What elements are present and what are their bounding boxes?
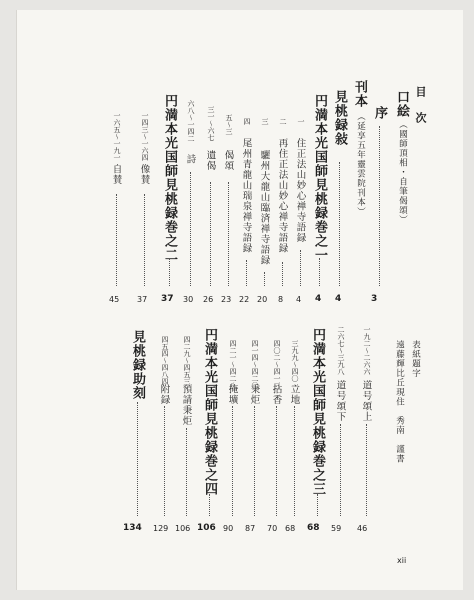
dot-leader xyxy=(144,194,145,286)
entry-number: 一六五〜一九一 xyxy=(113,112,121,161)
dot-leader xyxy=(210,182,211,286)
page-number: 26 xyxy=(203,295,214,304)
dot-leader xyxy=(190,172,191,286)
page-number: 23 xyxy=(221,295,232,304)
page-number: 106 xyxy=(197,523,216,533)
entry-number: 四五四〜四八四 xyxy=(161,336,169,385)
toc-entry-f2: 道号頌下 xyxy=(334,380,346,422)
toc-entry-e6: 遺偈 xyxy=(204,150,216,171)
entry-number: 四 xyxy=(243,118,251,125)
dot-leader xyxy=(319,258,320,286)
page-number: 87 xyxy=(245,524,256,533)
entry-number: 四二一〜四二八 xyxy=(229,340,237,389)
dot-leader xyxy=(317,494,318,516)
page-folio: xii xyxy=(397,556,407,565)
dot-leader xyxy=(116,194,117,286)
page-number: 68 xyxy=(285,524,296,533)
dot-leader xyxy=(276,406,277,516)
entry-number: 四一四〜四二〇 xyxy=(251,340,259,389)
cover-title-credit: 遠藤輝比丘現住 秀南 謹書 xyxy=(394,340,405,464)
entry-number: 一 xyxy=(297,118,305,125)
entry-number: 三 xyxy=(261,118,269,125)
entry-number: 四二九〜四五三 xyxy=(183,336,191,385)
page-number: 3 xyxy=(371,294,378,304)
toc-entry-f3: 立地 xyxy=(288,384,300,405)
page-number: 8 xyxy=(278,295,284,304)
toc-entry-e1: 住正法山妙心禅寺語録 xyxy=(294,138,306,243)
entry-number: 六八〜一四二 xyxy=(187,100,195,142)
dot-leader xyxy=(228,182,229,286)
page-number: 90 xyxy=(223,524,234,533)
dot-leader xyxy=(340,424,341,516)
page-number: 106 xyxy=(175,524,191,533)
toc-entry-kentouroku-jo: 見桃録敍 xyxy=(332,90,347,146)
toc-entry-e2: 再住正法山妙心禅寺語録 xyxy=(276,138,288,254)
toc-entry-e7: 詩 xyxy=(184,154,196,165)
dot-leader xyxy=(282,262,283,286)
toc-entry-kanpon-sub: （延享五年靈雲院刊本） xyxy=(355,112,366,217)
dot-leader xyxy=(137,402,138,516)
cover-title-label: 表紙題字 xyxy=(410,340,421,378)
toc-entry-f6: 掩壙 xyxy=(226,384,238,405)
dot-leader xyxy=(186,428,187,516)
toc-entry-e3: 驪州大龍山臨済禅寺語録 xyxy=(258,150,270,266)
dot-leader xyxy=(379,126,380,286)
toc-heading: 目 次 xyxy=(414,86,427,125)
page-number: 46 xyxy=(357,524,368,533)
dot-leader xyxy=(169,258,170,286)
dot-leader xyxy=(246,260,247,286)
toc-entry-maki1: 円満本光国師見桃録巻之一 xyxy=(312,94,327,262)
page-number: 134 xyxy=(123,523,142,533)
dot-leader xyxy=(339,162,340,286)
dot-leader xyxy=(366,424,367,516)
toc-entry-f4: 拈香 xyxy=(270,384,282,405)
page-number: 37 xyxy=(161,294,174,304)
entry-number: 四〇二〜四一三 xyxy=(273,340,281,389)
toc-entry-f7: 預請秉炬 xyxy=(180,384,192,426)
entry-number: 一九二〜二六六 xyxy=(363,326,371,375)
dot-leader xyxy=(264,272,265,286)
entry-number: 三一〜六七 xyxy=(207,106,215,141)
entry-number: 二 xyxy=(279,118,287,125)
toc-entry-maki4: 円満本光国師見桃録巻之四 xyxy=(202,328,217,496)
page-number: 4 xyxy=(335,294,342,304)
dot-leader xyxy=(300,250,301,286)
entry-number: 二六七〜三九八 xyxy=(337,326,345,375)
page-number: 59 xyxy=(331,524,342,533)
page-number: 4 xyxy=(296,295,302,304)
toc-entry-maki3: 円満本光国師見桃録巻之三 xyxy=(310,328,325,496)
dot-leader xyxy=(164,406,165,516)
page-number: 45 xyxy=(109,295,120,304)
toc-entry-e5: 偈頌 xyxy=(222,150,234,171)
page-number: 70 xyxy=(267,524,278,533)
page-number: 129 xyxy=(153,524,169,533)
entry-number: 三九九〜四〇一 xyxy=(291,340,299,389)
toc-page xyxy=(16,10,463,590)
entry-number: 一四三〜一六四 xyxy=(141,112,149,161)
dot-leader xyxy=(294,406,295,516)
toc-entry-f9: 見桃録助刻 xyxy=(130,330,145,400)
toc-entry-jo: 序 xyxy=(372,106,387,120)
dot-leader xyxy=(209,494,210,516)
toc-entry-maki2: 円満本光国師見桃録巻之二 xyxy=(162,94,177,262)
toc-entry-e9: 自賛 xyxy=(110,164,122,185)
toc-entry-kuchie-sub: （國師頂相・自筆偈頌） xyxy=(397,120,408,225)
toc-entry-e8: 像賛 xyxy=(138,164,150,185)
page-number: 22 xyxy=(239,295,250,304)
toc-entry-f8: 附録 xyxy=(158,384,170,405)
toc-entry-e4: 尾州青龍山瑞泉禅寺語録 xyxy=(240,138,252,254)
page-number: 30 xyxy=(183,295,194,304)
page-number: 4 xyxy=(315,294,322,304)
toc-entry-f1: 道号頌上 xyxy=(360,380,372,422)
toc-entry-f5: 秉炬 xyxy=(248,384,260,405)
page-number: 20 xyxy=(257,295,268,304)
toc-entry-kanpon: 刊本 xyxy=(352,80,367,108)
toc-entry-kuchie: 口絵 xyxy=(394,90,409,118)
entry-number: 五〜三 xyxy=(225,114,233,135)
dot-leader xyxy=(232,406,233,516)
dot-leader xyxy=(254,406,255,516)
page-number: 68 xyxy=(307,523,320,533)
page-number: 37 xyxy=(137,295,148,304)
